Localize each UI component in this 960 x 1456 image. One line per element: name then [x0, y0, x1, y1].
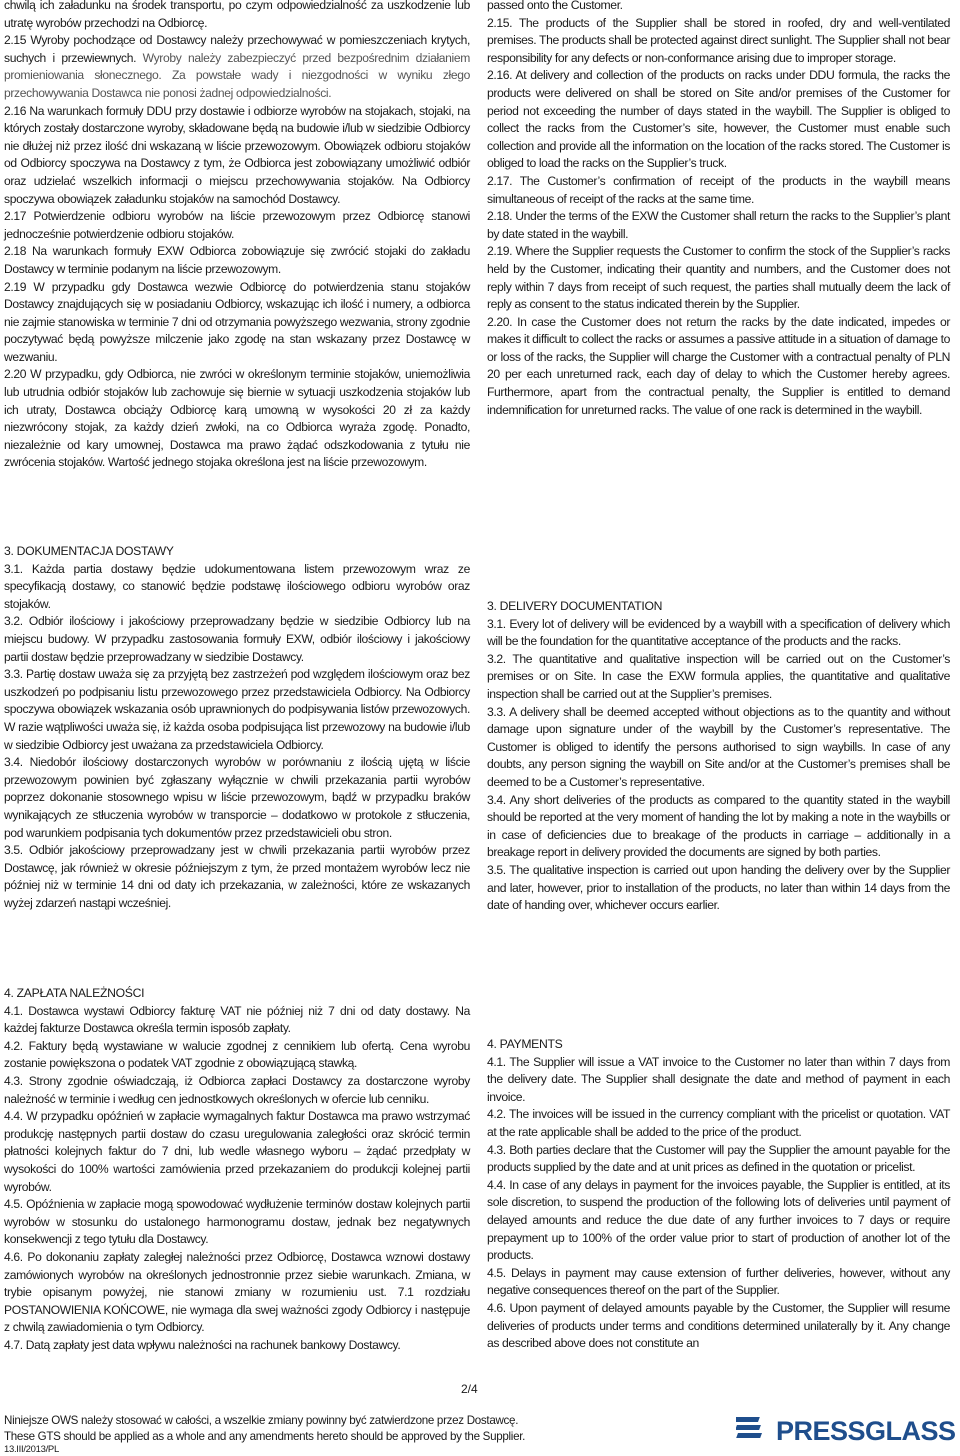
pl-paragraph: chwilą ich załadunku na środek transportu, po czym odpowiedzialność za uszkodzenie lub utratę wyrobów przechodzi na Odbiorcę. [4, 0, 470, 30]
page-number: 2/4 [461, 1382, 478, 1396]
footer-note-en: These GTS should be applied as a whole and any amendments hereto should be approved by the Supplier. [4, 1430, 526, 1443]
pl-paragraph-2-20: 2.20 W przypadku, gdy Odbiorca, nie zwróci w określonym terminie stojaków, uniemożliwia lub utrudnia odbiór stojaków lub zachowuje się biernie w sytuacji uszkodzenia stojaków lub ich utraty, Dostawca obciąży Odbiorcę karą umowną w wysokości 20 zł za każdy niezwrócony stojak, za każdy dzień zwłoki, na co Odbiorca wyraża zgodę. Ponadto, niezależnie od kary umownej, Dostawca ma prawo żądać odszkodowania z tytułu nie zwrócenia stojaków. Wartość jednego stojaka określona jest na liście przewozowym. [4, 367, 470, 470]
en-paragraph-2-20: 2.20. In case the Customer does not return the racks by the date indicated, impedes or makes it difficult to collect the racks or assumes a passive attitude in a situation of damage to or loss of the racks, the Supplier will charge the Customer with a contractual penalty of PLN 20 per each unreturned rack, each day of delay to which the Customer hereby agrees. Furthermore, apart from the contractual penalty, the Supplier is entitled to demand indemnification for unreturned racks. The value of one rack is determined in the waybill. [487, 314, 950, 417]
english-column [487, 0, 950, 419]
pl-paragraph-2-15 [4, 32, 470, 102]
en-section-heading: 3. DELIVERY DOCUMENTATION [487, 599, 663, 613]
pl-paragraph-2-16: 2.16 Na warunkach formuły DDU przy dostawie i odbiorze wyrobów na stojakach, stojaki, na których zostały dostarczone wyroby, składowane będą na budowie i/lub w siedzibie Odbiorcy nie dłużej niż przez ilość dni wskazaną w liście przewozowym. Obowiązek odbioru stojaków od Odbiorcy spoczywa na Dostawcy z tym, że Odbiorca jest zobowiązany umożliwić odbiór oraz udzielać wszelkich informacji o miejscu przechowywania stojaków. Na Odbiorcy spoczywa obowiązek załadunku stojaków na samochód Dostawcy. [4, 103, 470, 206]
pl-paragraph-2-18: 2.18 Na warunkach formuły EXW Odbiorca zobowiązuje się zwrócić stojaki do zakładu Dostawcy w terminie podanym na liście przewozowym. [4, 244, 470, 276]
en-paragraph-4-1: 4.1. The Supplier will issue a VAT invoice to the Customer no later than within 7 days from the delivery date. The Supplier shall designate the date and method of payment in each invoice. [487, 1054, 950, 1104]
en-paragraph-2-18: 2.18. Under the terms of the EXW the Customer shall return the racks to the Supplier’s plant by date stated in the waybill. [487, 209, 950, 241]
pl-paragraph-3-4: 3.4. Niedobór ilościowy dostarczonych wyrobów w porównaniu z ilością ujętą w liście przewozowym powinien być zgłaszany wyłącznie w chwili przekazania partii wyrobów poprzez dokonanie stosownego wpisu w liście przewozowym, bądź w przypadku braków wynikających ze stłuczenia wyrobów w transporcie – dodatkowo w protokole z stłuczenia, pod warunkiem podpisania tych dokumentów przez przedstawicieli obu stron. [4, 755, 470, 840]
en-paragraph-2-16: 2.16. At delivery and collection of the products on racks under DDU formula, the racks the products were delivered on shall be stored on Site and/or premises of the Customer for period not exceeding the number of days stated in the waybill. The Supplier is obliged to collect the racks from the Customer’s site, however, the Customer must enable such collection and provide all the information on the location of the racks stored. The Customer is obliged to load the racks on the Supplier’s truck. [487, 68, 950, 171]
footer-note-pl: Niniejsze OWS należy stosować w całości, a wszelkie zmiany powinny być zatwierdzone przez Dostawcę. [4, 1414, 519, 1427]
pl-paragraph-2-19: 2.19 W przypadku gdy Dostawca wezwie Odbiorcę do potwierdzenia stanu stojaków Dostawcy znajdujących się w posiadaniu Odbiorcy, wskazując ich ilość i numery, a odbiorca nie zajmie stanowiska w terminie 7 dni od otrzymania powyższego wezwania, strony zgodnie poczytywać będą powyższe milczenie jako zgodę na stan wskazany przez Dostawcę w wezwaniu. [4, 279, 470, 364]
pl-paragraph-3-2: 3.2. Odbiór ilościowy i jakościowy przeprowadzany będzie w siedzibie Odbiorcy lub na miejscu budowy. W przypadku zastosowania formuły EXW, odbiór ilościowy i jakościowy partii dostaw będzie przeprowadzany w siedzibie Dostawcy. [4, 614, 470, 664]
pl-2-15-text [4, 33, 470, 100]
en-paragraph-3-2: 3.2. The quantitative and qualitative inspection will be carried out on the Customer’s premises or on Site. In case the EXW formula applies, the quantitative and qualitative inspection shall be carried out at the Supplier’s premises. [487, 651, 950, 701]
pl-paragraph-4-1: 4.1. Dostawca wystawi Odbiorcy fakturę VAT nie później niż 7 dni od daty dostawy. Na każdej fakturze Dostawca określa termin isposób zapłaty. [4, 1003, 470, 1036]
pl-paragraph-3-1: 3.1. Każda partia dostawy będzie udokumentowana listem przewozowym wraz ze specyfikacją dostawy, co stanowić będzie podstawę ilościowego odbioru wyrobów oraz stojaków. [4, 561, 470, 611]
en-paragraph-2-17: 2.17. The Customer’s confirmation of receipt of the products in the waybill means simultaneous of receipt of the racks at the same time. [487, 173, 950, 206]
en-paragraph-3-1: 3.1. Every lot of delivery will be evidenced by a waybill with a specification of delivery which will be the foundation for the quantitative acceptance of the products and the racks. [487, 616, 950, 649]
en-section-payments [487, 1036, 950, 1353]
logo-wordmark: PRESSGLASS [776, 1416, 956, 1446]
en-paragraph-4-2: 4.2. The invoices will be issued in the currency compliant with the pricelist or quotation. VAT at the rate applicable shall be added to the price of the product. [487, 1107, 950, 1139]
pl-section-payments [4, 985, 470, 1354]
pl-2-15-sentence: 2.15 Wyroby pochodzące od Dostawcy należy przechowywać w pomieszczeniach krytych, suchych i przewiewnych. [4, 33, 470, 65]
pl-paragraph-4-7: 4.7. Datą zapłaty jest data wpływu należności na rachunek bankowy Dostawcy. [4, 1337, 401, 1352]
en-paragraph-4-5: 4.5. Delays in payment may cause extension of further deliveries, however, without any negative consequences thereof on the part of the Supplier. [487, 1265, 950, 1298]
pl-paragraph-4-4: 4.4. W przypadku opóźnień w zapłacie wymagalnych faktur Dostawca ma prawo wstrzymać produkcję następnych partii dostaw do czasu uregulowania zaległości oraz skrócić termin płatności kolejnych faktur do 7 dni, lub wedle własnego wyboru – żądać przedpłaty w wysokości do 100% wartości zamówienia przed przekazaniem do produkcji kolejnej partii wyrobów. [4, 1109, 470, 1194]
pressglass-logo-icon [736, 1411, 958, 1447]
pl-section-heading: 4. ZAPŁATA NALEŻNOŚCI [4, 986, 145, 1000]
footer-doc-code: 13.III/2013/PL [4, 1444, 59, 1455]
en-paragraph-4-6: 4.6. Upon payment of delayed amounts payable by the Customer, the Supplier will resume deliveries of products under terms and conditions determined unilaterally by it. Any change as described above does not constitute an [487, 1300, 950, 1351]
en-paragraph-4-4: 4.4. In case of any delays in payment for the invoices payable, the Supplier is entitled, at its sole discretion, to suspend the production of the following lots of deliveries until payment of delayed amounts and reduce the due date of any further invoices to 7 days or require prepayment up to 100% of the order value prior to start of production of another lot of the products. [487, 1177, 950, 1263]
pl-paragraph-4-5: 4.5. Opóźnienia w zapłacie mogą spowodować wydłużenie terminów dostaw kolejnych partii wyrobów w stosunku do ustalonego harmonogramu dostaw, jednak bez negatywnych konsekwencji z tego tytułu dla Dostawcy. [4, 1197, 470, 1247]
pl-paragraph-3-3: 3.3. Partię dostaw uważa się za przyjętą bez zastrzeżeń pod względem ilościowym oraz bez uszkodzeń po podpisaniu listu przewozowego przez przedstawiciela Odbiorcy. Na Odbiorcy spoczywa obowiązek wskazania osób uprawnionych do podpisywania listów przewozowych. W razie wątpliwości uważa się, iż każda osoba podpisująca list przewozowy na budowie i/lub w siedzibie Odbiorcy jest uważana za przedstawiciela Odbiorcy. [4, 667, 470, 752]
pl-section-heading: 3. DOKUMENTACJA DOSTAWY [4, 544, 174, 558]
en-paragraph-2-19: 2.19. Where the Supplier requests the Customer to confirm the stock of the Supplier’s racks held by the Customer, indicating their quantity and numbers, and the Customer does not reply within 7 days from receipt of such request, the parties shall mutually deem the lack of reply as consent to the status indicated therein by the Supplier. [487, 244, 950, 312]
pl-paragraph-4-3: 4.3. Strony zgodnie oświadczają, iż Odbiorca zapłaci Dostawcy za dostarczone wyroby należność w terminie i według cen jednostkowych określonych w ofercie lub cenniku. [4, 1073, 470, 1106]
en-section-delivery-documentation [487, 598, 950, 915]
en-section-heading: 4. PAYMENTS [487, 1037, 563, 1051]
polish-column [4, 0, 470, 472]
pl-paragraph-2-17: 2.17 Potwierdzenie odbioru wyrobów na liście przewozowym przez Odbiorcę stanowi jednocześnie potwierdzenie odbioru stojaków. [4, 209, 470, 241]
pl-paragraph-3-5: 3.5. Odbiór jakościowy przeprowadzany jest w chwili przekazania partii wyrobów przez Dostawcę, jak również w okresie późniejszym z tym, że przed montażem wyrobów lecz nie później niż w terminie 14 dni od daty ich przekazania, w zależności, które ze wskazanych wyżej zdarzeń nastąpi wcześniej. [4, 843, 470, 910]
en-paragraph-4-3: 4.3. Both parties declare that the Customer will pay the Supplier the amount payable for the products supplied by the date and at unit prices as defined in the quotation or pricelist. [487, 1142, 950, 1175]
pl-2-15-sentence-grey: Wyroby należy zabezpieczyć przed bezpośrednim działaniem promieniowania słonecznego. Za powstałe wady i niezgodności w wyniku złego przechowywania Dostawca nie ponosi żadnej odpowiedzialności. [4, 50, 470, 100]
en-paragraph-3-5: 3.5. The qualitative inspection is carried out upon handing the delivery over by the Supplier and later, however, prior to installation of the products, no later than within 14 days from the date of handing over, whichever occurs earlier. [487, 862, 950, 913]
en-paragraph-2-15: 2.15. The products of the Supplier shall be stored in roofed, dry and well-ventilated premises. The products shall be protected against direct sunlight. The Supplier shall not bear responsibility for any defects or non-conformance arising due to improper storage. [487, 15, 950, 65]
pl-paragraph-4-6: 4.6. Po dokonaniu zapłaty zaległej należności przez Odbiorcę, Dostawca wznowi dostawy zamówionych wyrobów na określonych jednostronnie przez siebie warunkach. Zmiana, w trybie opisanym powyżej, nie stanowi zmiany w rozumieniu ust. 7.1 rozdziału POSTANOWIENIA KOŃCOWE, nie wymaga dla swej ważności zgody Odbiorcy i następuje z chwilą zawiadomienia o tym Odbiorcy. [4, 1249, 470, 1335]
en-paragraph-3-4: 3.4. Any short deliveries of the products as compared to the quantity stated in the waybill should be reported at the very moment of handing the lot by making a note in the waybills or in case of deficiencies due to breakage of the products in carriage – additionally in a breakage report in delivery provided the documents are signed by both parties. [487, 792, 950, 860]
en-paragraph-3-3: 3.3. A delivery shall be deemed accepted without objections as to the quantity and without damage upon signature under of the waybill by the Customer’s representative. The Customer is obliged to identify the persons authorised to sign waybills. In case of any doubts, any person signing the waybill on Site and/or at the Customer’s premises shall be deemed to be a Customer’s representative. [487, 704, 950, 789]
pl-paragraph-4-2: 4.2. Faktury będą wystawiane w walucie zgodnej z cennikiem lub ofertą. Cena wyrobu zostanie powiększona o podatek VAT zgodnie z obowiązującą stawką. [4, 1038, 470, 1071]
pressglass-logo [736, 1411, 958, 1447]
en-paragraph: passed onto the Customer. [487, 0, 623, 12]
pl-section-delivery-documentation [4, 543, 470, 912]
